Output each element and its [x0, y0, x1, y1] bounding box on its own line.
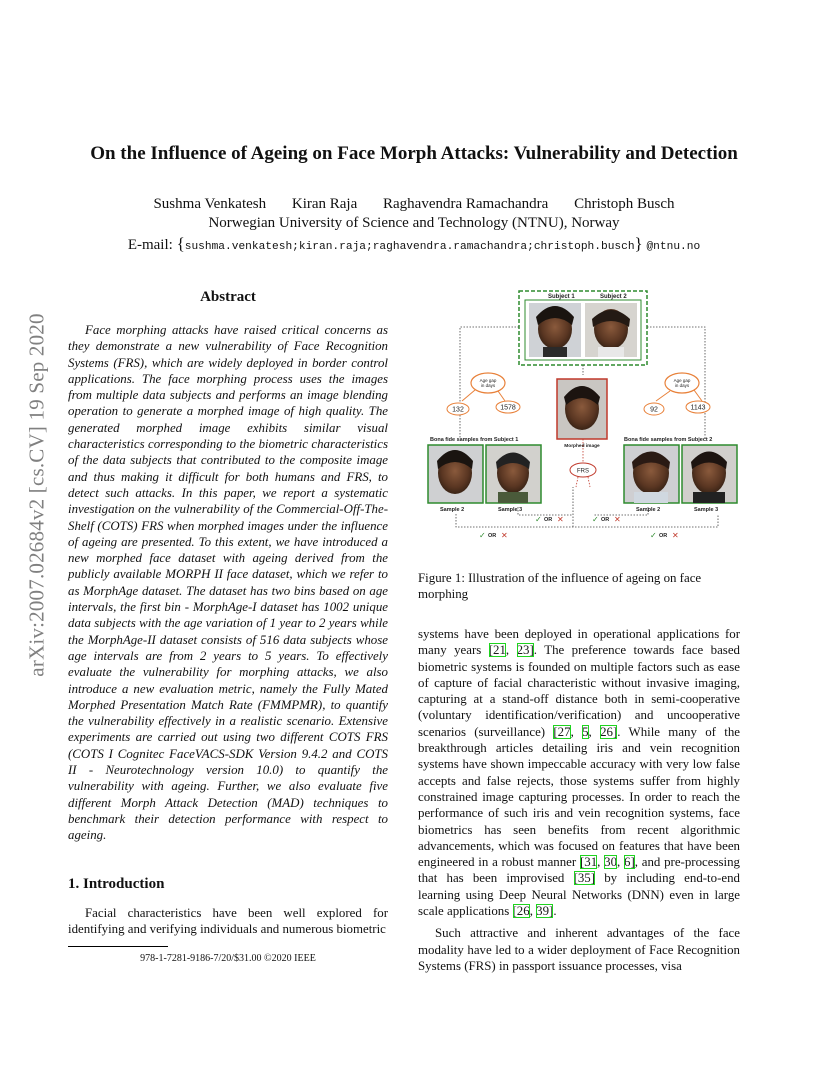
- abstract-body: [68, 322, 388, 844]
- citation-link[interactable]: [35]: [573, 871, 596, 886]
- body-text: . While many of the breakthrough articles detailing iris and vein recognition systems have shown impeccable accuracy with very low false accepts and false rejects, those systems suffer from highly constrained image capturing processes. In order to reach the performance of such iris and vein recognition systems, face biometrics has seen benefits from recent algorithmic advancements, which was focused on features that have been engineered in a robust manner: [418, 724, 740, 870]
- section-heading-introduction: 1. Introduction: [68, 876, 165, 892]
- body-text: systems have been deployed in operational applications for many years: [418, 627, 740, 658]
- body-text: ,: [505, 643, 517, 658]
- body-paragraph: [418, 626, 740, 919]
- decision-right-inner: [592, 515, 621, 524]
- subject1-label: Subject 1: [548, 294, 575, 300]
- svg-text:OR: OR: [659, 533, 668, 539]
- age-gap-right: [656, 373, 702, 401]
- body-text: ,: [588, 724, 601, 739]
- author-list: [60, 196, 768, 213]
- svg-text:OR: OR: [544, 517, 553, 523]
- subject2-label: Subject 2: [600, 294, 627, 300]
- check-icon: ✓: [592, 515, 599, 524]
- sample-photo-s1-3: [486, 445, 541, 503]
- sample-label: Sample 2: [440, 507, 465, 513]
- citation-link[interactable]: [21: [488, 643, 506, 658]
- sample-label: Sample 3: [498, 507, 523, 513]
- citation-link[interactable]: 39]: [536, 904, 554, 919]
- svg-text:FRS: FRS: [577, 468, 589, 475]
- abstract-paragraph: Face morphing attacks have raised critical concerns as they demonstrate a new vulnerability of Face Recognition Systems (FRS), which are widely deployed in border control applications. The face morphing process uses the images from multiple data subjects and performs an image blending operation to generate a morphed image of high quality. The generated morphed image exhibits similar visual characteristics corresponding to the biometric characteristics of the data subjects that contributed to the composite image and thus making it difficult for both humans and FRS, to detect such attacks. In this paper, we report a systematic investigation on the vulnerability of the Commercial-Off-The-Shelf (COTS) FRS when morphed images under the influence of ageing are presented. To this extent, we have introduced a new morphed face dataset with ageing derived from the publicly available MORPH II face dataset, which we refer to as MorphAge dataset. The dataset has two bins based on age intervals, the first bin - MorphAge-I dataset has 1002 unique data subjects with the age variation of 1 year to 2 years while the MorphAge-II dataset consists of 516 data subjects whose age intervals are from 2 years to 5 years. To effectively evaluate the vulnerability for morphing attacks, we also introduce a new evaluation metric, namely the Fully Mated Morphed Presentation Match Rate (FMMPMR), to quantify the vulnerability effectively in a realistic scenario. Extensive experiments are carried out using two different COTS FRS (COTS I Cognitec FaceVACS-SDK Version 9.4.2 and COTS II - Neurotechnology version 10.0) to quantify the vulnerability with ageing. Further, we also evaluate five different Morph Attack Detection (MAD) techniques to benchmark their detection performance with respect to ageing.: [68, 323, 388, 843]
- introduction-body: [68, 905, 388, 938]
- introduction-paragraph: Facial characteristics have been well explored for identifying and verifying individuals and numerous biometric: [68, 906, 388, 937]
- arxiv-identifier: arXiv:2007.02684v2 [cs.CV] 19 Sep 2020: [24, 313, 49, 677]
- sample-label: Sample 3: [694, 507, 719, 513]
- footnote-rule: [68, 946, 168, 947]
- paper-title: On the Influence of Ageing on Face Morph Attacks: Vulnerability and Detection: [90, 143, 738, 164]
- svg-text:in days: in days: [480, 383, 496, 388]
- body-paragraph: Such attractive and inherent advantages of the face modality have led to a wider deployment of Face Recognition Systems (FRS) in passport issuance processes, visa: [418, 926, 740, 973]
- body-text: ,: [570, 724, 583, 739]
- affiliation: Norwegian University of Science and Technology (NTNU), Norway: [208, 215, 620, 231]
- sample-photo-s2-2: [624, 445, 679, 503]
- email-addresses: sushma.venkatesh;kiran.raja;raghavendra.ramachandra;christoph.busch: [184, 241, 635, 253]
- body-text: by including end-to-end learning using Deep Neural Networks (DNN) even in large scale applications: [418, 871, 740, 919]
- svg-text:132: 132: [452, 406, 464, 414]
- citation-link[interactable]: [31: [579, 855, 598, 870]
- svg-text:OR: OR: [488, 533, 497, 539]
- svg-text:1578: 1578: [500, 404, 516, 412]
- citation-link[interactable]: [27: [553, 724, 571, 739]
- body-text: , and pre-processing that has been improvised: [418, 855, 740, 886]
- check-icon: ✓: [535, 515, 542, 524]
- gap-value-92: [644, 403, 664, 415]
- citation-link[interactable]: 6]: [624, 855, 635, 870]
- citation-link[interactable]: 23]: [516, 643, 534, 658]
- check-icon: ✓: [479, 531, 486, 540]
- decision-left-inner: [535, 515, 564, 524]
- morphed-image: [557, 379, 607, 439]
- gap-value-132: [447, 403, 469, 415]
- citation-link[interactable]: [26: [512, 904, 530, 919]
- svg-text:in days: in days: [674, 383, 690, 388]
- body-text: ,: [617, 855, 624, 870]
- subject1-photo: [529, 303, 581, 357]
- email-domain: @ntnu.no: [646, 241, 701, 253]
- cross-icon: ✕: [501, 531, 508, 540]
- svg-text:Age gap: Age gap: [479, 378, 497, 383]
- email-line: [60, 234, 768, 254]
- citation-link[interactable]: 26]: [600, 724, 618, 739]
- bona-fide-subject2-label: Bona fide samples from Subject 2: [624, 437, 713, 443]
- cross-icon: ✕: [672, 531, 679, 540]
- author-name: Kiran Raja: [291, 196, 358, 212]
- svg-text:OR: OR: [601, 517, 610, 523]
- right-column-body: [418, 626, 740, 974]
- svg-text:92: 92: [650, 406, 658, 414]
- body-text: ,: [597, 855, 605, 870]
- figure-ageing-illustration: [418, 289, 748, 551]
- decision-left-outer: [479, 531, 508, 540]
- author-name: Raghavendra Ramachandra: [383, 196, 549, 212]
- cross-icon: ✕: [614, 515, 621, 524]
- check-icon: ✓: [650, 531, 657, 540]
- copyright-footer: 978-1-7281-9186-7/20/$31.00 ©2020 IEEE: [140, 953, 316, 964]
- sample-photo-s1-2: [428, 445, 483, 503]
- svg-text:Age gap: Age gap: [673, 378, 691, 383]
- figure-caption: Figure 1: Illustration of the influence of ageing on face morphing: [418, 571, 702, 602]
- gap-value-1578: [496, 401, 520, 413]
- author-name: Sushma Venkatesh: [153, 196, 267, 212]
- morphed-image-label: Morphed image: [564, 444, 600, 449]
- abstract-heading: Abstract: [200, 289, 256, 305]
- author-name: Christoph Busch: [574, 196, 675, 212]
- decision-right-outer: [650, 531, 679, 540]
- cross-icon: ✕: [557, 515, 564, 524]
- citation-link[interactable]: 5: [582, 724, 589, 739]
- email-prefix: E-mail:: [127, 237, 173, 253]
- sample-photo-s2-3: [682, 445, 737, 503]
- body-text: ,: [529, 904, 537, 919]
- email-open-brace: {: [176, 234, 185, 253]
- email-close-brace: }: [634, 234, 643, 253]
- svg-text:1143: 1143: [690, 404, 706, 412]
- arxiv-side-stamp: [22, 285, 52, 705]
- sample-label: Sample 2: [636, 507, 661, 513]
- bona-fide-subject1-label: Bona fide samples from Subject 1: [430, 437, 519, 443]
- citation-link[interactable]: 30: [604, 855, 618, 870]
- body-text: .: [553, 904, 557, 919]
- gap-value-1143: [686, 401, 710, 413]
- subject2-photo: [585, 303, 637, 357]
- body-text: . The preference towards face based biometric systems is founded on multiple factors such as ease of capture of facial characteristic without invasive imaging, capturing at a stand-off distance both in semi-cooperative (voluntary identification/verification) and uncooperative scenarios (surveillance): [418, 643, 740, 739]
- age-gap-left: [462, 373, 505, 401]
